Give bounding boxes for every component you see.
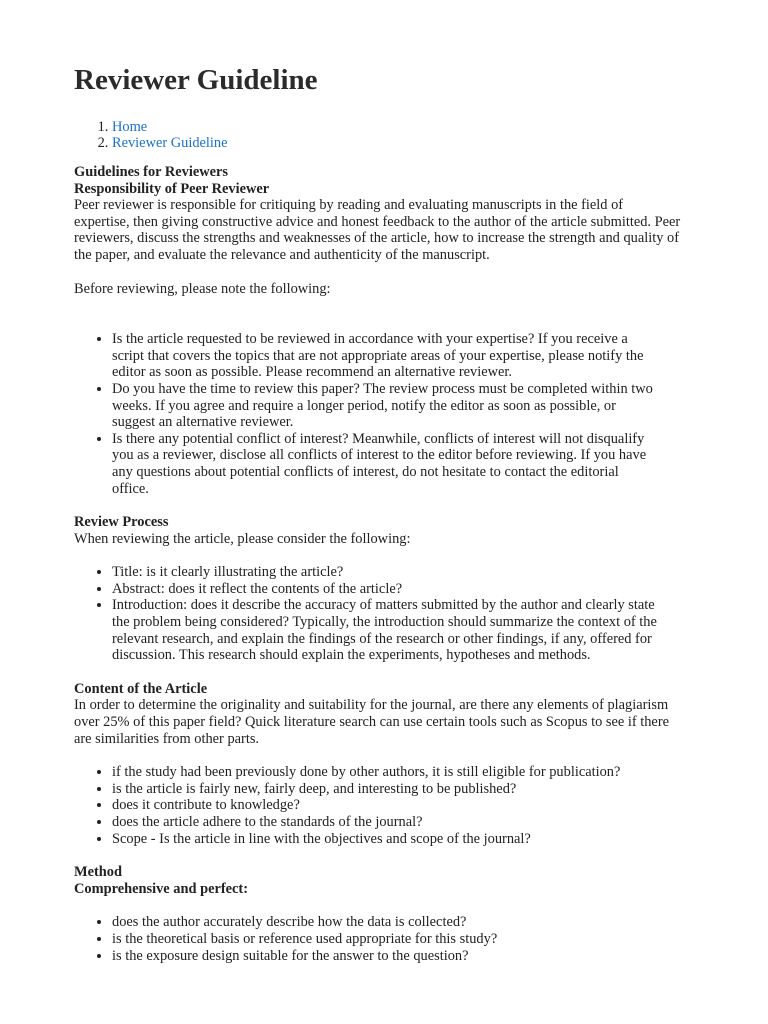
content-list <box>74 764 682 847</box>
list-item: • does the article adhere to the standards of the journal? <box>112 814 682 831</box>
list-item: • Do you have the time to review this paper? The review process must be completed within two weeks. If you agree and require a longer period, notify the editor as soon as possible, or suggest an alternative reviewer. <box>112 381 658 431</box>
list-item: • Abstract: does it reflect the contents of the article? <box>112 581 658 598</box>
review-process-list <box>74 564 682 664</box>
list-item: • if the study had been previously done by other authors, it is still eligible for publication? <box>112 764 682 781</box>
responsibility-heading: Responsibility of Peer Reviewer <box>74 180 270 197</box>
review-process-heading: Review Process <box>74 514 169 531</box>
breadcrumb-item-home <box>112 119 682 135</box>
list-item: • Title: is it clearly illustrating the article? <box>112 564 658 581</box>
breadcrumb-link-reviewer-guideline[interactable]: Reviewer Guideline <box>112 135 228 151</box>
list-item: • is the article is fairly new, fairly deep, and interesting to be published? <box>112 781 682 798</box>
list-item: • is the exposure design suitable for the answer to the question? <box>112 948 682 965</box>
method-heading: Method <box>74 864 122 881</box>
breadcrumb <box>74 119 682 151</box>
breadcrumb-link-home[interactable]: Home <box>112 119 148 135</box>
before-reviewing-text: Before reviewing, please note the following: <box>74 280 331 297</box>
review-process-text: When reviewing the article, please consider the following: <box>74 530 411 547</box>
breadcrumb-item-reviewer-guideline <box>112 135 682 151</box>
before-reviewing-list <box>74 331 682 497</box>
content-heading: Content of the Article <box>74 680 208 697</box>
list-item: • Scope - Is the article in line with the objectives and scope of the journal? <box>112 831 682 848</box>
page-title: Reviewer Guideline <box>74 64 318 96</box>
list-item: • does the author accurately describe how the data is collected? <box>112 914 682 931</box>
responsibility-text: Peer reviewer is responsible for critiquing by reading and evaluating manuscripts in the field of expertise, then giving constructive advice and honest feedback to the author of the article submitted. Peer reviewers, discuss the strengths and weaknesses of the article, how to increase the strength and quality of the paper, and evaluate the relevance and authenticity of the manuscript. <box>74 197 681 263</box>
guidelines-heading: Guidelines for Reviewers <box>74 164 229 180</box>
list-item: • Introduction: does it describe the accuracy of matters submitted by the author and clearly state the problem being considered? Typically, the introduction should summarize the context of the relevant research, and explain the findings of the research or other findings, if any, offered for discussion. This research should explain the experiments, hypotheses and methods. <box>112 597 658 663</box>
list-item: • Is the article requested to be reviewed in accordance with your expertise? If you receive a script that covers the topics that are not appropriate areas of your expertise, please notify the editor as soon as possible. Please recommend an alternative reviewer. <box>112 331 658 381</box>
method-subheading: Comprehensive and perfect: <box>74 880 248 897</box>
list-item: • Is there any potential conflict of interest? Meanwhile, conflicts of interest will not disqualify you as a reviewer, disclose all conflicts of interest to the editor before reviewing. If you have any questions about potential conflicts of interest, do not hesitate to contact the editorial office. <box>112 431 658 497</box>
list-item: • is the theoretical basis or reference used appropriate for this study? <box>112 931 682 948</box>
method-list <box>74 914 682 964</box>
list-item: • does it contribute to knowledge? <box>112 797 682 814</box>
content-text: In order to determine the originality and suitability for the journal, are there any elements of plagiarism over 25% of this paper field? Quick literature search can use certain tools such as Scopus to see if there are similarities from other parts. <box>74 697 669 747</box>
